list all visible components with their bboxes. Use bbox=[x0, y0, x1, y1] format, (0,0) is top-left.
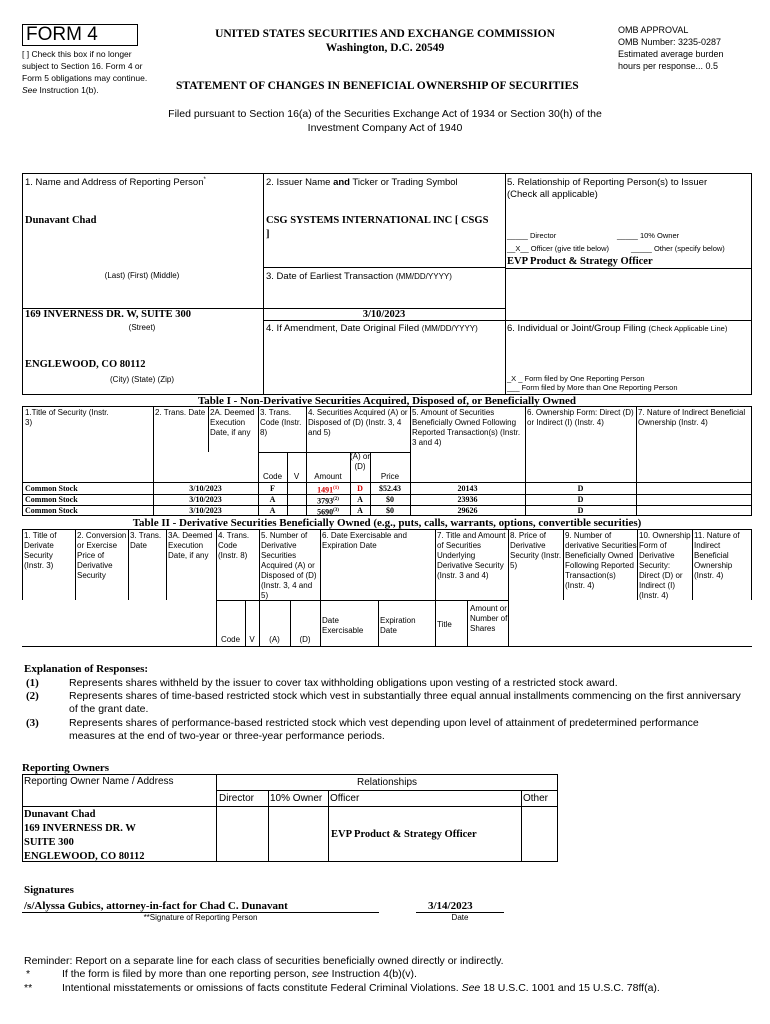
t1-sub-top bbox=[258, 452, 410, 453]
owner-officer-value: EVP Product & Strategy Officer bbox=[331, 829, 477, 840]
t2-v2 bbox=[128, 529, 129, 600]
t1-r1-aord: D bbox=[357, 484, 363, 493]
t1-v0 bbox=[22, 406, 23, 516]
t1-r2-owned: 23936 bbox=[457, 495, 478, 504]
date-caption: Date bbox=[451, 913, 469, 922]
t1-r3-owned: 29626 bbox=[457, 506, 478, 515]
signer: /s/Alyssa Gubics, attorney-in-fact for Chad C. Dunavant bbox=[24, 900, 288, 912]
t1-r1-code: F bbox=[270, 484, 275, 493]
t2-sub-v: V bbox=[249, 635, 255, 644]
footnote-2-text: Intentional misstatements or omissions of facts constitute Federal Criminal Violations. See 18 U.S.C. 1001 and 15 U.S.C. 78ff(a). bbox=[62, 982, 660, 994]
t1-v-v bbox=[287, 452, 288, 516]
t2-h1: 1. Title of Derivate Security (Instr. 3) bbox=[24, 531, 57, 570]
owners-col-relationships: Relationships bbox=[356, 777, 418, 788]
omb-block bbox=[618, 24, 758, 72]
t2-v8 bbox=[508, 529, 509, 647]
top-grid-h1 bbox=[263, 267, 506, 268]
t1-r3-form: D bbox=[577, 506, 584, 515]
t2-v9 bbox=[563, 529, 564, 600]
box5-label: 5. Relationship of Reporting Person(s) to Issuer (Check all applicable) bbox=[507, 177, 708, 200]
t1-r3-date: 3/10/2023 bbox=[189, 506, 222, 515]
box3-label: 3. Date of Earliest Transaction (MM/DD/YYYY) bbox=[266, 271, 452, 282]
agency-line2: Washington, D.C. 20549 bbox=[325, 42, 445, 54]
table1-title: Table I - Non-Derivative Securities Acquired, Disposed of, or Beneficially Owned bbox=[197, 395, 577, 407]
owners-col-other: Other bbox=[523, 793, 549, 804]
check-box-label: [ ] Check this box if no longer subject to Section 16. Form 4 or Form 5 obligations may continue. bbox=[22, 49, 148, 83]
t1-r2-footnote: (2) bbox=[333, 497, 339, 502]
t1-r2-form: D bbox=[577, 495, 584, 504]
t1-r3-footnote: (3) bbox=[333, 508, 339, 513]
t1-r2-title: Common Stock bbox=[25, 495, 78, 504]
omb-approval: OMB APPROVAL bbox=[618, 25, 689, 35]
t1-h2a: 2A. Deemed Execution Date, if any bbox=[210, 408, 255, 437]
t2-sub-d: (D) bbox=[299, 635, 311, 644]
t2-v5 bbox=[259, 529, 260, 647]
t1-h1: 1.Title of Security (Instr. 3) bbox=[25, 408, 109, 427]
t2-v4 bbox=[216, 529, 217, 647]
reporting-person-name: Dunavant Chad bbox=[25, 215, 97, 226]
officer-title: EVP Product & Strategy Officer bbox=[507, 256, 653, 267]
owners-col-director: Director bbox=[219, 793, 255, 804]
t1-r1-amount-value: 1491 bbox=[317, 485, 334, 495]
t1-sub-code: Code bbox=[262, 472, 283, 481]
owner-name: Dunavant Chad bbox=[24, 809, 96, 820]
t2-v12 bbox=[751, 529, 752, 600]
t1-h5: 5. Amount of Securities Beneficially Owned Following Reported Transaction(s) (Instr. 3 and 4) bbox=[412, 408, 521, 447]
ow-v3 bbox=[328, 790, 329, 862]
t1-r1-date: 3/10/2023 bbox=[189, 484, 222, 493]
t1-r3-price: $0 bbox=[386, 506, 394, 515]
t2-v3 bbox=[166, 529, 167, 600]
t2-h9: 9. Number of derivative Securities Beneficially Owned Following Reported Transaction(s) (Instr. 4) bbox=[565, 531, 637, 590]
t2-sub-code: Code bbox=[220, 635, 241, 644]
t1-r2-price: $0 bbox=[386, 495, 394, 504]
t2-h5: 5. Number of Derivative Securities Acquired (A) or Disposed of (D) (Instr. 3, 4 and 5) bbox=[261, 531, 317, 600]
rel-ten-pct: _____ 10% Owner bbox=[617, 231, 680, 240]
t1-h6: 6. Ownership Form: Direct (D) or Indirect (I) (Instr. 4) bbox=[527, 408, 634, 427]
explanation-text-2: Represents shares of time-based restricted stock which vest in substantially three equal annual installments commencing on the first anniversary of the grant date. bbox=[69, 690, 741, 715]
table2-title: Table II - Derivative Securities Beneficially Owned (e.g., puts, calls, warrants, options, convertible securities) bbox=[132, 517, 642, 529]
box2-label: 2. Issuer Name and Ticker or Trading Symbol bbox=[266, 177, 458, 188]
box6-label: 6. Individual or Joint/Group Filing (Check Applicable Line) bbox=[507, 323, 728, 334]
see-text: See bbox=[22, 85, 38, 95]
t1-h3: 3. Trans. Code (Instr. 8) bbox=[260, 408, 302, 437]
t2-v11 bbox=[692, 529, 693, 600]
owners-heading: Reporting Owners bbox=[22, 762, 110, 774]
top-grid-v2 bbox=[505, 173, 506, 395]
t1-r2-code: A bbox=[269, 495, 276, 504]
t1-head-bottom bbox=[22, 482, 752, 483]
city-hint: (City) (State) (Zip) bbox=[110, 375, 174, 384]
t2-v7 bbox=[435, 529, 436, 647]
omb-hours: hours per response... 0.5 bbox=[618, 61, 719, 71]
issuer-name-2: ] bbox=[266, 229, 270, 240]
name-hint: (Last) (First) (Middle) bbox=[104, 271, 180, 280]
owners-col-name: Reporting Owner Name / Address bbox=[24, 776, 174, 787]
t2-sub-amount: Amount or Number of Shares bbox=[470, 604, 508, 633]
owner-address bbox=[24, 808, 144, 864]
rel-officer: __X__ Officer (give title below) bbox=[507, 244, 609, 253]
t2-v6 bbox=[320, 529, 321, 647]
rel-director: _____ Director bbox=[507, 231, 557, 240]
owners-col-ten: 10% Owner bbox=[270, 793, 323, 804]
box1-star: * bbox=[203, 177, 206, 183]
footnote-star-2: ** bbox=[24, 982, 33, 994]
explanation-num-1: (1) bbox=[26, 677, 39, 689]
ow-v2 bbox=[268, 790, 269, 862]
t1-r1-form: D bbox=[577, 484, 584, 493]
signatures-heading: Signatures bbox=[24, 884, 74, 896]
t1-h4: 4. Securities Acquired (A) or Disposed of (D) (Instr. 3, 4 and 5) bbox=[308, 408, 408, 437]
t2-sub-a: (A) bbox=[269, 635, 280, 644]
issuer-name-1: CSG SYSTEMS INTERNATIONAL INC [ CSGS bbox=[266, 215, 489, 226]
t2-h2: 2. Conversion or Exercise Price of Derivative Security bbox=[77, 531, 127, 580]
instruction-text: Instruction 1(b). bbox=[39, 85, 99, 95]
check-box-text bbox=[22, 48, 154, 96]
t2-sub-top bbox=[216, 600, 508, 601]
footnote-1-text: If the form is filed by more than one reporting person, see Instruction 4(b)(v). bbox=[62, 968, 417, 980]
owners-col-officer: Officer bbox=[330, 793, 360, 804]
t1-top bbox=[22, 406, 752, 407]
explanation-text-1: Represents shares withheld by the issuer to cover tax withholding obligations upon vesting of a restricted stock award. bbox=[69, 677, 618, 689]
t2-bottom bbox=[22, 646, 752, 647]
owner-street: 169 INVERNESS DR. W bbox=[24, 823, 136, 834]
t2-v0 bbox=[22, 529, 23, 600]
t1-sub-aord: (A) or (D) bbox=[350, 452, 370, 471]
rel-other: _____ Other (specify below) bbox=[631, 244, 725, 253]
t2-top bbox=[22, 529, 752, 530]
reporting-street: 169 INVERNESS DR. W, SUITE 300 bbox=[25, 309, 192, 320]
t2-v-exp bbox=[378, 600, 379, 647]
t1-r3-amount bbox=[306, 506, 350, 518]
t1-h7: 7. Nature of Indirect Beneficial Ownership (Instr. 4) bbox=[638, 408, 746, 427]
t2-v1 bbox=[75, 529, 76, 600]
box1-label: 1. Name and Address of Reporting Person* bbox=[25, 177, 206, 189]
t1-sub-amount: Amount bbox=[314, 472, 342, 481]
t1-v8 bbox=[751, 406, 752, 516]
t1-r3-amount-value: 5690 bbox=[317, 507, 334, 517]
t1-r1-title: Common Stock bbox=[25, 484, 78, 493]
box4-label: 4. If Amendment, Date Original Filed (MM/DD/YYYY) bbox=[266, 323, 478, 334]
t2-sub-title: Title bbox=[437, 620, 452, 629]
filed-pursuant-2: Investment Company Act of 1940 bbox=[307, 122, 463, 134]
t1-r2-aord: A bbox=[357, 495, 363, 504]
t1-r1-price: $52.43 bbox=[379, 484, 401, 493]
reminder: Reminder: Report on a separate line for each class of securities beneficially owned directly or indirectly. bbox=[24, 955, 504, 967]
t2-h8: 8. Price of Derivative Security (Instr. 5) bbox=[510, 531, 562, 570]
t1-r1-owned: 20143 bbox=[457, 484, 478, 493]
omb-number: OMB Number: 3235-0287 bbox=[618, 37, 722, 47]
ow-v4 bbox=[521, 790, 522, 862]
t2-h7: 7. Title and Amount of Securities Underlying Derivative Security (Instr. 3 and 4) bbox=[437, 531, 506, 580]
street-hint: (Street) bbox=[128, 323, 156, 332]
t2-h11: 11. Nature of Indirect Beneficial Ownership (Instr. 4) bbox=[694, 531, 740, 580]
explanation-num-2: (2) bbox=[26, 690, 39, 702]
omb-burden: Estimated average burden bbox=[618, 49, 724, 59]
explanation-num-3: (3) bbox=[26, 717, 39, 729]
t2-h4: 4. Trans. Code (Instr. 8) bbox=[218, 531, 250, 560]
owner-city: ENGLEWOOD, CO 80112 bbox=[24, 851, 145, 862]
t1-r3-code: A bbox=[269, 506, 276, 515]
statement-title: STATEMENT OF CHANGES IN BENEFICIAL OWNERSHIP OF SECURITIES bbox=[176, 80, 579, 92]
form-title: FORM 4 bbox=[26, 24, 98, 45]
earliest-transaction-date: 3/10/2023 bbox=[362, 309, 406, 320]
signature-date: 3/14/2023 bbox=[428, 900, 473, 912]
t1-r3-aord: A bbox=[357, 506, 363, 515]
t2-h6: 6. Date Exercisable and Expiration Date bbox=[322, 531, 407, 550]
top-grid-v1 bbox=[263, 173, 264, 395]
t1-sub-price: Price bbox=[380, 472, 400, 481]
explanation-text-3: Represents shares of performance-based restricted stock which vest depending upon level of attainment of predetermined performance measures at the end of two-year or three-year performance periods. bbox=[69, 717, 699, 742]
signer-caption: **Signature of Reporting Person bbox=[143, 913, 258, 922]
t2-v-title bbox=[467, 600, 468, 647]
ow-h2 bbox=[22, 806, 558, 807]
filing-more-person: ___ Form filed by More than One Reporting Person bbox=[507, 383, 678, 392]
explanation-heading: Explanation of Responses: bbox=[24, 663, 149, 675]
t1-r1-footnote: (1) bbox=[333, 486, 339, 491]
t2-sub-expiration: Expiration Date bbox=[380, 616, 416, 635]
filed-pursuant-1: Filed pursuant to Section 16(a) of the Securities Exchange Act of 1934 or Section 30(h) of the bbox=[168, 108, 602, 120]
t1-r2-date: 3/10/2023 bbox=[189, 495, 222, 504]
t2-h3a: 3A. Deemed Execution Date, if any bbox=[168, 531, 213, 560]
t1-r3-title: Common Stock bbox=[25, 506, 78, 515]
t2-v10 bbox=[637, 529, 638, 600]
owner-suite: SUITE 300 bbox=[24, 837, 74, 848]
reporting-city: ENGLEWOOD, CO 80112 bbox=[25, 359, 146, 370]
t1-v7 bbox=[636, 406, 637, 516]
agency-line1: UNITED STATES SECURITIES AND EXCHANGE COMMISSION bbox=[215, 28, 555, 40]
t2-h3: 3. Trans. Date bbox=[130, 531, 162, 550]
t1-r2-amount-value: 3793 bbox=[317, 496, 334, 506]
top-grid-h3 bbox=[263, 320, 752, 321]
t2-sub-exercisable: Date Exercisable bbox=[322, 616, 364, 635]
t1-h2: 2. Trans. Date bbox=[155, 408, 206, 417]
top-grid-h4 bbox=[505, 268, 752, 269]
t2-h10: 10. Ownership Form of Derivative Security: Direct (D) or Indirect (I) (Instr. 4) bbox=[639, 531, 691, 600]
footnote-star-1: * bbox=[26, 968, 31, 980]
filing-one-person: _X _ Form filed by One Reporting Person bbox=[507, 374, 645, 383]
t1-sub-v: V bbox=[293, 472, 300, 481]
